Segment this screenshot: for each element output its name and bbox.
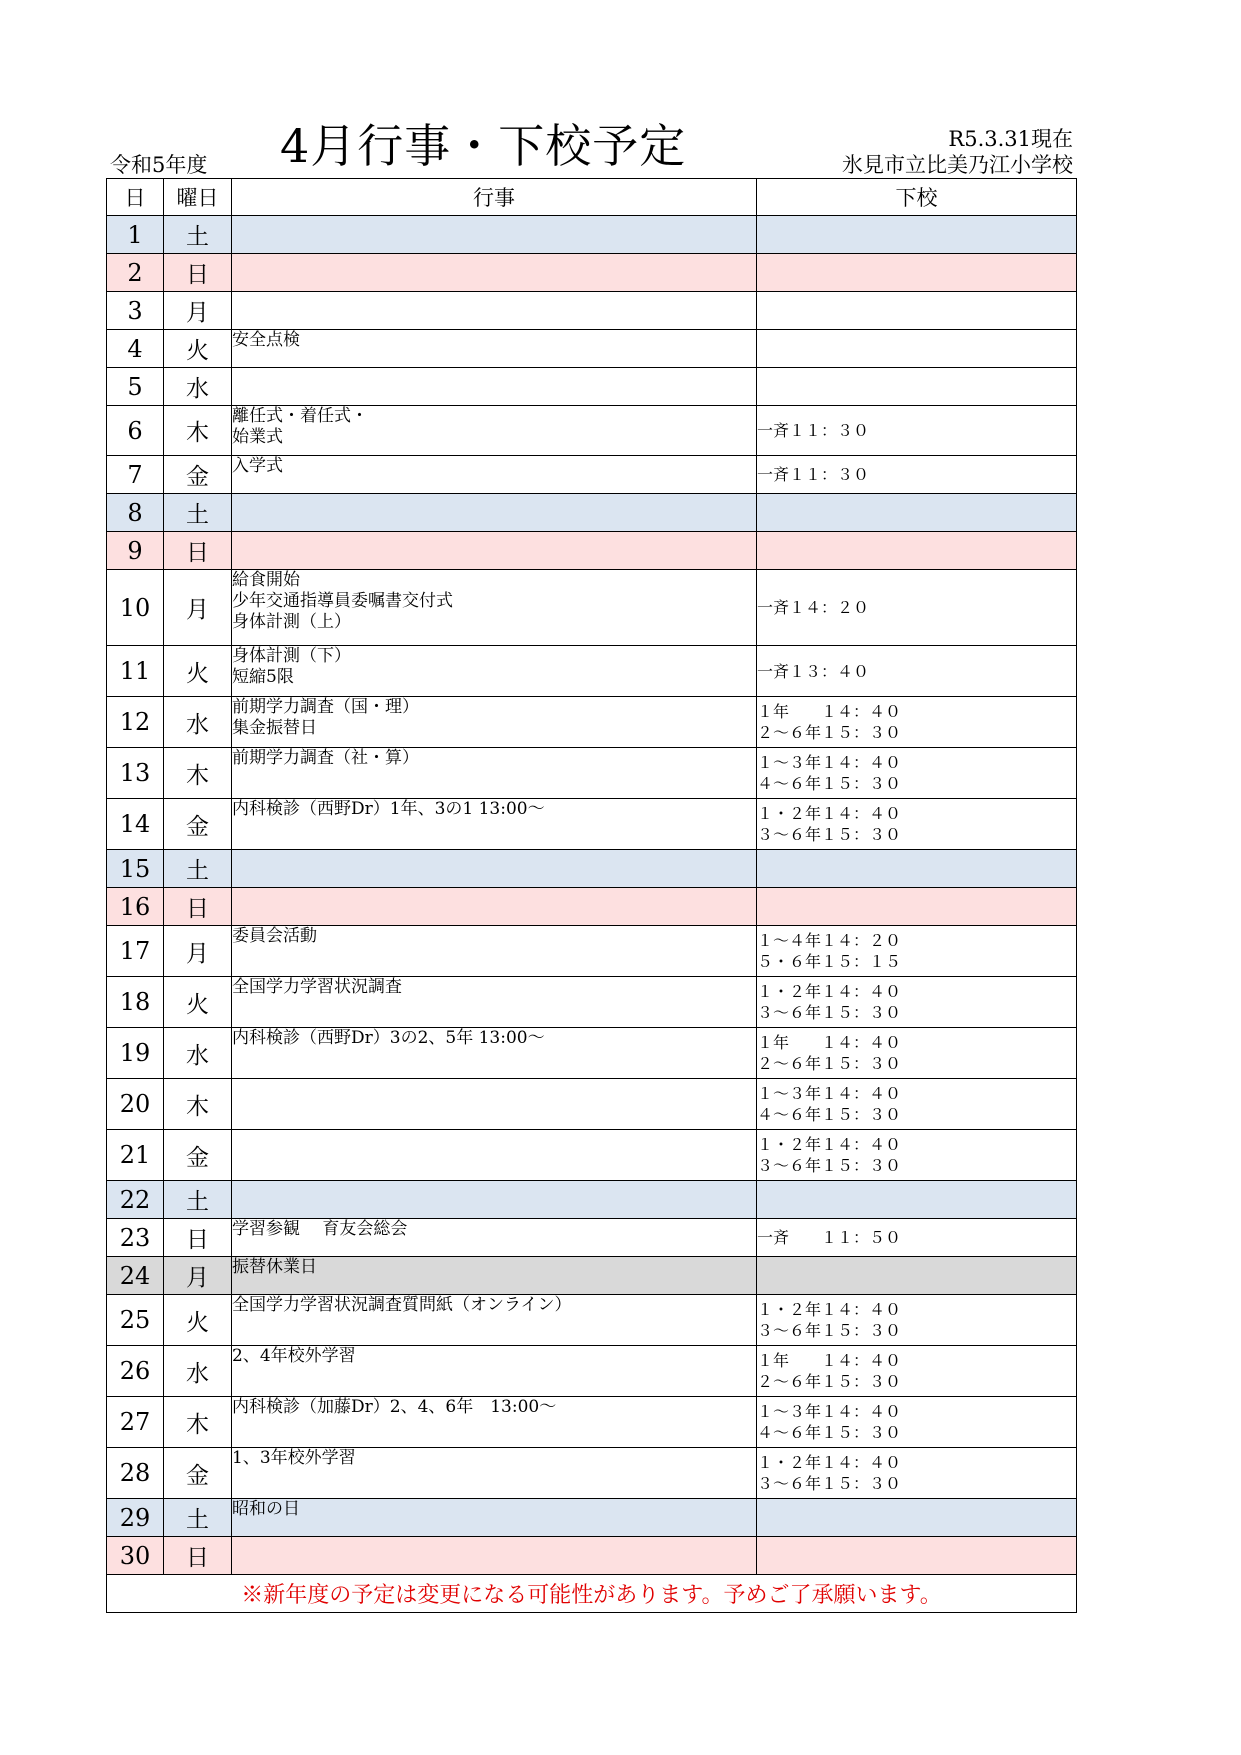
event-cell [232, 1537, 757, 1575]
weekday-cell: 金 [164, 456, 232, 494]
table-row [107, 697, 1077, 748]
dismissal-cell [757, 532, 1077, 570]
table-row [107, 570, 1077, 646]
event-cell [232, 406, 757, 456]
table-row [107, 1295, 1077, 1346]
weekday-cell: 土 [164, 216, 232, 254]
day-cell: 3 [107, 292, 164, 330]
event-cell [232, 1181, 757, 1219]
dismissal-line: ３～６年１５：３０ [757, 825, 902, 844]
day-cell: 20 [107, 1079, 164, 1130]
weekday-cell: 月 [164, 292, 232, 330]
event-cell [232, 532, 757, 570]
table-row [107, 494, 1077, 532]
day-cell: 30 [107, 1537, 164, 1575]
event-cell [232, 292, 757, 330]
event-line: 入学式 [232, 456, 283, 476]
table-row [107, 368, 1077, 406]
event-line: 集金振替日 [232, 718, 317, 738]
event-cell [232, 456, 757, 494]
event-cell [232, 330, 757, 368]
event-cell [232, 926, 757, 977]
event-cell [232, 850, 757, 888]
event-cell [232, 1448, 757, 1499]
dismissal-line: 一斉１４：２０ [757, 598, 870, 617]
weekday-cell: 水 [164, 1028, 232, 1079]
event-cell [232, 368, 757, 406]
day-cell: 13 [107, 748, 164, 799]
dismissal-cell [757, 1079, 1077, 1130]
dismissal-cell [757, 368, 1077, 406]
fiscal-year: 令和5年度 [110, 153, 208, 177]
table-row [107, 1448, 1077, 1499]
dismissal-line: 一斉１３：４０ [757, 661, 870, 681]
schedule-table [106, 178, 1077, 1613]
event-cell [232, 216, 757, 254]
day-cell: 4 [107, 330, 164, 368]
table-row [107, 799, 1077, 850]
day-cell: 5 [107, 368, 164, 406]
event-cell [232, 748, 757, 799]
event-line: 内科検診（西野Dr）3の2、5年 13:00～ [232, 1028, 545, 1048]
day-cell: 29 [107, 1499, 164, 1537]
event-cell [232, 1397, 757, 1448]
event-line: 2、4年校外学習 [232, 1346, 356, 1366]
dismissal-cell [757, 1397, 1077, 1448]
day-cell: 16 [107, 888, 164, 926]
weekday-cell: 土 [164, 494, 232, 532]
event-cell [232, 697, 757, 748]
weekday-cell: 水 [164, 368, 232, 406]
dismissal-cell [757, 748, 1077, 799]
dismissal-cell [757, 1130, 1077, 1181]
dismissal-line: １～３年１４：４０ [757, 1402, 902, 1421]
table-row [107, 1499, 1077, 1537]
day-cell: 7 [107, 456, 164, 494]
weekday-cell: 木 [164, 1079, 232, 1130]
day-cell: 17 [107, 926, 164, 977]
dismissal-line: ５・６年１５：１５ [757, 952, 902, 971]
dismissal-cell [757, 1181, 1077, 1219]
dismissal-line: ４～６年１５：３０ [757, 1423, 902, 1442]
day-cell: 1 [107, 216, 164, 254]
day-cell: 14 [107, 799, 164, 850]
dismissal-cell [757, 1295, 1077, 1346]
dismissal-cell [757, 799, 1077, 850]
event-cell [232, 888, 757, 926]
table-row [107, 292, 1077, 330]
dismissal-cell [757, 456, 1077, 494]
weekday-cell: 火 [164, 1295, 232, 1346]
weekday-cell: 日 [164, 532, 232, 570]
event-line: 短縮5限 [232, 667, 294, 687]
school-name: 氷見市立比美乃江小学校 [842, 153, 1073, 177]
day-cell: 9 [107, 532, 164, 570]
table-row [107, 1346, 1077, 1397]
weekday-cell: 火 [164, 330, 232, 368]
dismissal-line: １～３年１４：４０ [757, 753, 902, 772]
dismissal-line: １～３年１４：４０ [757, 1084, 902, 1103]
event-line: 内科検診（加藤Dr）2、4、6年 13:00～ [232, 1397, 557, 1417]
table-row [107, 254, 1077, 292]
day-cell: 22 [107, 1181, 164, 1219]
dismissal-cell [757, 977, 1077, 1028]
footer-row [107, 1575, 1077, 1613]
event-cell [232, 1219, 757, 1257]
table-row [107, 216, 1077, 254]
dismissal-line: ３～６年１５：３０ [757, 1156, 902, 1175]
dismissal-cell [757, 494, 1077, 532]
dismissal-line: ２～６年１５：３０ [757, 1372, 902, 1391]
table-row [107, 1397, 1077, 1448]
event-cell [232, 1295, 757, 1346]
as-of-date: R5.3.31現在 [948, 127, 1073, 151]
dismissal-cell [757, 216, 1077, 254]
day-cell: 12 [107, 697, 164, 748]
event-line: 振替休業日 [232, 1257, 317, 1277]
dismissal-cell [757, 697, 1077, 748]
day-cell: 10 [107, 570, 164, 646]
table-row [107, 850, 1077, 888]
dismissal-cell [757, 254, 1077, 292]
weekday-cell: 土 [164, 1181, 232, 1219]
event-cell [232, 254, 757, 292]
weekday-cell: 木 [164, 748, 232, 799]
event-line: 少年交通指導員委嘱書交付式 [232, 591, 453, 611]
event-line: 全国学力学習状況調査 [232, 977, 402, 997]
dismissal-cell [757, 1346, 1077, 1397]
weekday-cell: 金 [164, 1130, 232, 1181]
day-cell: 27 [107, 1397, 164, 1448]
day-cell: 18 [107, 977, 164, 1028]
event-cell [232, 1028, 757, 1079]
event-line: 1、3年校外学習 [232, 1448, 356, 1468]
dismissal-cell [757, 1257, 1077, 1295]
event-line: 始業式 [232, 427, 283, 447]
dismissal-line: ２～６年１５：３０ [757, 1054, 902, 1073]
weekday-cell: 水 [164, 697, 232, 748]
day-cell: 26 [107, 1346, 164, 1397]
event-line: 前期学力調査（国・理） [232, 697, 419, 717]
weekday-cell: 土 [164, 850, 232, 888]
table-row [107, 1181, 1077, 1219]
event-cell [232, 1257, 757, 1295]
event-cell [232, 799, 757, 850]
event-line: 委員会活動 [232, 926, 317, 946]
column-header-weekday: 曜日 [164, 179, 232, 216]
dismissal-line: １・２年１４：４０ [757, 1300, 902, 1319]
day-cell: 6 [107, 406, 164, 456]
event-cell [232, 1079, 757, 1130]
day-cell: 23 [107, 1219, 164, 1257]
event-cell [232, 1346, 757, 1397]
event-line: 給食開始 [232, 570, 300, 590]
day-cell: 25 [107, 1295, 164, 1346]
weekday-cell: 火 [164, 977, 232, 1028]
event-line: 身体計測（上） [232, 612, 351, 632]
table-row [107, 1028, 1077, 1079]
day-cell: 28 [107, 1448, 164, 1499]
dismissal-line: ３～６年１５：３０ [757, 1321, 902, 1340]
dismissal-cell [757, 292, 1077, 330]
dismissal-cell [757, 888, 1077, 926]
column-header-dismissal: 下校 [757, 179, 1077, 216]
table-row [107, 1537, 1077, 1575]
table-row [107, 330, 1077, 368]
day-cell: 2 [107, 254, 164, 292]
dismissal-line: 一斉 １１：５０ [757, 1228, 902, 1247]
dismissal-line: ３～６年１５：３０ [757, 1474, 902, 1493]
dismissal-cell [757, 330, 1077, 368]
event-line: 安全点検 [232, 330, 300, 350]
weekday-cell: 日 [164, 1219, 232, 1257]
page-title: 4月行事・下校予定 [280, 119, 687, 173]
event-line: 身体計測（下） [232, 646, 351, 666]
table-row [107, 456, 1077, 494]
column-header-day: 日 [107, 179, 164, 216]
dismissal-line: ２～６年１５：３０ [757, 723, 902, 742]
weekday-cell: 木 [164, 406, 232, 456]
dismissal-cell [757, 406, 1077, 456]
day-cell: 11 [107, 646, 164, 697]
schedule-body [107, 216, 1077, 1575]
dismissal-line: ４～６年１５：３０ [757, 1105, 902, 1124]
dismissal-cell [757, 570, 1077, 646]
dismissal-line: １～４年１４：２０ [757, 931, 902, 950]
table-row [107, 406, 1077, 456]
weekday-cell: 月 [164, 1257, 232, 1295]
table-row [107, 1257, 1077, 1295]
event-cell [232, 646, 757, 697]
event-line: 内科検診（西野Dr）1年、3の1 13:00～ [232, 799, 545, 819]
day-cell: 8 [107, 494, 164, 532]
table-row [107, 532, 1077, 570]
table-header-row [107, 179, 1077, 216]
event-line: 学習参観 育友会総会 [232, 1219, 408, 1239]
event-cell [232, 570, 757, 646]
day-cell: 21 [107, 1130, 164, 1181]
weekday-cell: 水 [164, 1346, 232, 1397]
day-cell: 19 [107, 1028, 164, 1079]
event-line: 前期学力調査（社・算） [232, 748, 419, 768]
table-row [107, 926, 1077, 977]
day-cell: 15 [107, 850, 164, 888]
dismissal-cell [757, 1448, 1077, 1499]
column-header-events: 行事 [232, 179, 757, 216]
footer-note: ※新年度の予定は変更になる可能性があります。予めご了承願います。 [107, 1575, 1077, 1613]
dismissal-line: １年 １４：４０ [757, 702, 902, 721]
table-row [107, 888, 1077, 926]
day-cell: 24 [107, 1257, 164, 1295]
weekday-cell: 火 [164, 646, 232, 697]
dismissal-line: １・２年１４：４０ [757, 1135, 902, 1154]
table-row [107, 1219, 1077, 1257]
weekday-cell: 日 [164, 254, 232, 292]
dismissal-line: １年 １４：４０ [757, 1351, 902, 1370]
dismissal-cell [757, 646, 1077, 697]
event-line: 全国学力学習状況調査質問紙（オンライン） [232, 1295, 572, 1315]
weekday-cell: 日 [164, 888, 232, 926]
weekday-cell: 土 [164, 1499, 232, 1537]
weekday-cell: 木 [164, 1397, 232, 1448]
dismissal-cell [757, 1537, 1077, 1575]
dismissal-line: 一斉１１：３０ [757, 421, 870, 440]
event-cell [232, 977, 757, 1028]
weekday-cell: 月 [164, 570, 232, 646]
dismissal-line: 一斉１１：３０ [757, 465, 870, 484]
dismissal-cell [757, 1219, 1077, 1257]
dismissal-line: ３～６年１５：３０ [757, 1003, 902, 1022]
event-cell [232, 1499, 757, 1537]
event-line: 離任式・着任式・ [232, 406, 368, 426]
table-row [107, 1130, 1077, 1181]
table-row [107, 1079, 1077, 1130]
event-line: 昭和の日 [232, 1499, 300, 1519]
dismissal-cell [757, 1499, 1077, 1537]
table-row [107, 977, 1077, 1028]
weekday-cell: 月 [164, 926, 232, 977]
dismissal-line: １・２年１４：４０ [757, 1453, 902, 1472]
table-row [107, 646, 1077, 697]
dismissal-line: １・２年１４：４０ [757, 804, 902, 823]
weekday-cell: 金 [164, 1448, 232, 1499]
dismissal-line: １・２年１４：４０ [757, 982, 902, 1001]
dismissal-cell [757, 850, 1077, 888]
dismissal-cell [757, 926, 1077, 977]
table-row [107, 748, 1077, 799]
weekday-cell: 金 [164, 799, 232, 850]
event-cell [232, 1130, 757, 1181]
dismissal-line: ４～６年１５：３０ [757, 774, 902, 793]
dismissal-line: １年 １４：４０ [757, 1033, 902, 1052]
event-cell [232, 494, 757, 532]
weekday-cell: 日 [164, 1537, 232, 1575]
dismissal-cell [757, 1028, 1077, 1079]
